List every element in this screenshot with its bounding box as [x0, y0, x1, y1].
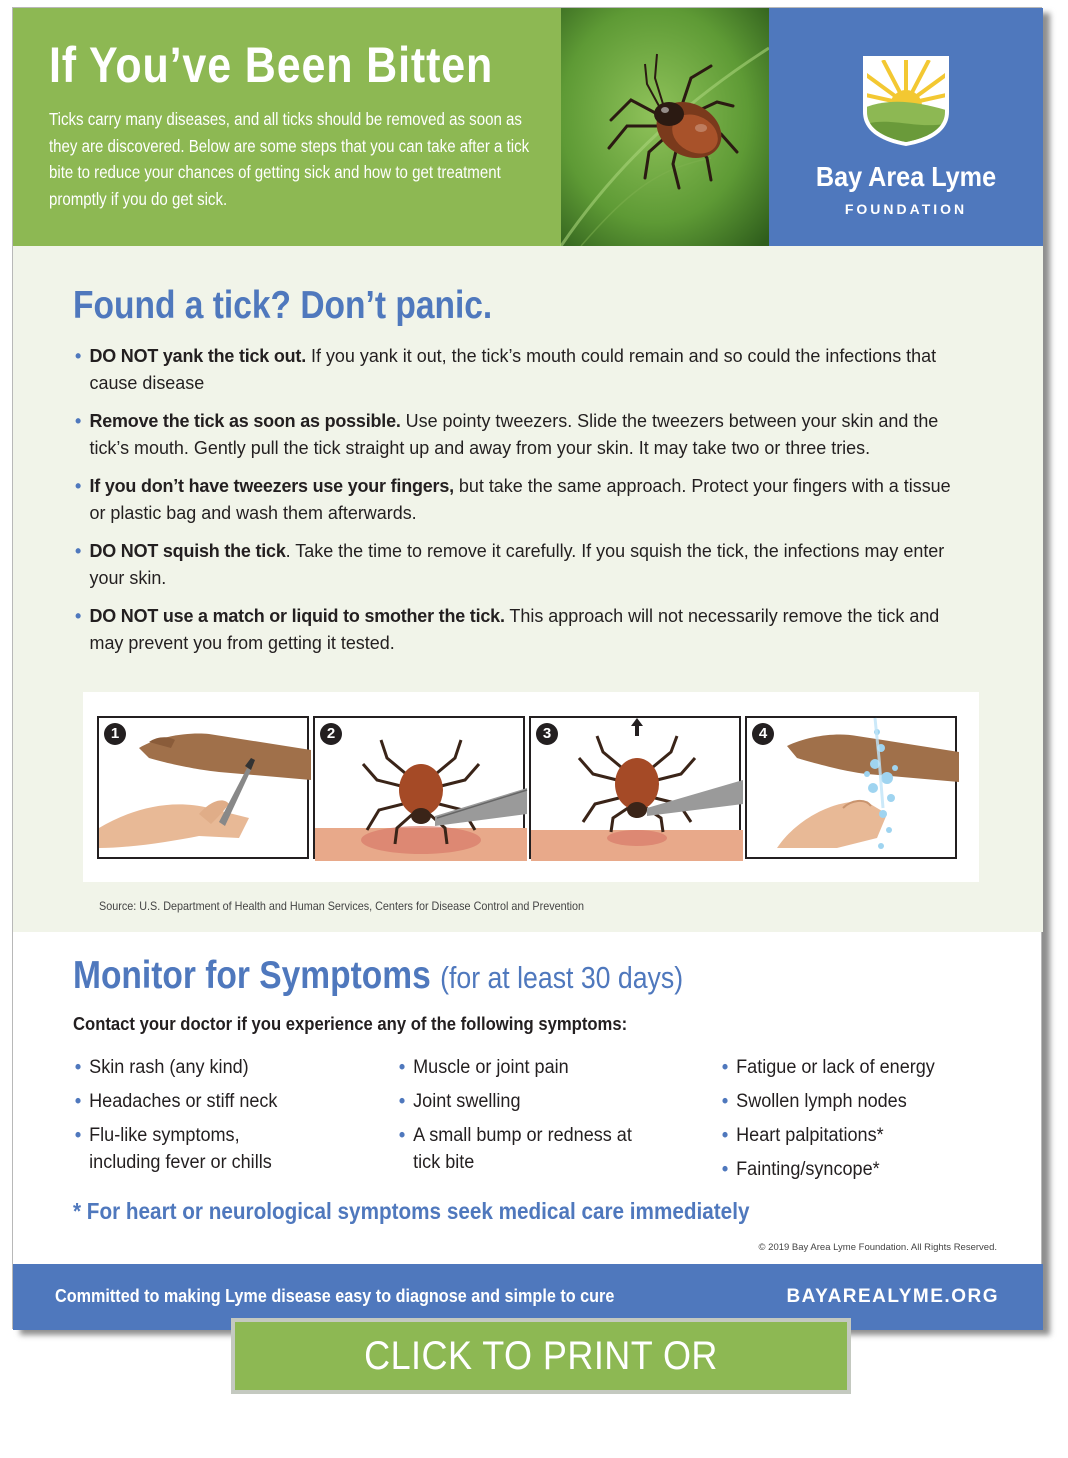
print-download-button[interactable] — [231, 1318, 851, 1446]
step-number-badge: 1 — [104, 723, 126, 745]
symptom-item — [720, 1122, 1024, 1149]
step-number-badge: 2 — [320, 723, 342, 745]
symptom-text: Fainting/syncope* — [736, 1159, 880, 1180]
bullet-dot: • — [721, 1057, 729, 1078]
symptom-text: Heart palpitations* — [736, 1125, 884, 1146]
symptom-item — [397, 1054, 701, 1081]
bullet-dot: • — [398, 1057, 406, 1078]
flyer-header — [13, 8, 1043, 246]
symptom-column-1 — [73, 1054, 393, 1183]
urgent-care-note: * For heart or neurological symptoms seek medical care immediately — [73, 1198, 750, 1224]
bullet-dot: • — [721, 1159, 729, 1180]
bullet-dot: • — [398, 1091, 406, 1112]
symptom-text: Joint swelling — [413, 1091, 521, 1112]
step-panel-2 — [313, 716, 525, 859]
monitor-title-duration: (for at least 30 days) — [440, 960, 684, 995]
symptom-column-2 — [397, 1054, 717, 1183]
tick-bullet — [73, 537, 965, 591]
header-brand-panel — [769, 8, 1043, 246]
section-title-monitor — [73, 954, 683, 998]
illustration-source: Source: U.S. Department of Health and Human Services, Centers for Disease Control and Prevention — [99, 899, 585, 913]
symptom-text: Headaches or stiff neck — [89, 1091, 278, 1112]
monitor-title-main: Monitor for Symptoms — [73, 954, 431, 997]
bullet-dot: • — [74, 1091, 82, 1112]
org-name: Bay Area Lyme — [815, 161, 997, 192]
step-panel-4 — [745, 716, 957, 859]
bullet-dot: • — [74, 1057, 82, 1078]
tick-bullet-list — [73, 342, 993, 667]
bullet-dot: • — [721, 1091, 729, 1112]
bullet-bold: DO NOT use a match or liquid to smother the tick. — [89, 605, 505, 626]
step-number-badge: 4 — [752, 723, 774, 745]
tick-bullet — [73, 602, 965, 656]
tick-bullet — [73, 407, 965, 461]
bullet-text: Use pointy tweezers. Slide the tweezers between your skin and the tick’s mouth. Gently pull the tick straight up and away from your skin. It may take two or three tries. — [89, 410, 939, 458]
intro-text: Ticks carry many diseases, and all ticks should be removed as soon as they are discovered. Below are some steps that you can take after a tick bite to reduce your chances of getting sick and how to get treatment promptly if you do get sick. — [49, 109, 530, 209]
bullet-text: If you yank it out, the tick’s mouth could remain and so could the infections that cause disease — [89, 345, 937, 393]
symptom-text: A small bump or redness at tick bite — [413, 1125, 632, 1173]
bullet-bold: If you don’t have tweezers use your fingers, — [89, 475, 454, 496]
page-title: If You’ve Been Bitten — [49, 37, 494, 93]
copyright-notice: © 2019 Bay Area Lyme Foundation. All Rights Reserved. — [758, 1242, 997, 1253]
bullet-dot: • — [74, 410, 82, 431]
step-panel-1 — [97, 716, 309, 859]
org-subtitle: FOUNDATION — [844, 201, 968, 217]
print-download-label: CLICK TO PRINT OR DOWNLOAD — [364, 1334, 718, 1446]
tick-bullet — [73, 342, 965, 396]
bullet-dot: • — [74, 475, 82, 496]
bullet-bold: DO NOT squish the tick — [89, 540, 286, 561]
symptom-text: Swollen lymph nodes — [736, 1091, 907, 1112]
found-tick-section — [13, 246, 1043, 932]
bullet-text: but take the same approach. Protect your fingers with a tissue or plastic bag and wash them afterwards. — [89, 475, 951, 523]
bullet-dot: • — [74, 540, 82, 561]
symptom-text: Muscle or joint pain — [413, 1057, 569, 1078]
hand-tweezers-icon — [99, 718, 311, 861]
section-title-found: Found a tick? Don’t panic. — [73, 284, 493, 327]
pull-up-arrow-icon — [531, 718, 743, 861]
flyer-sheet — [12, 7, 1042, 1329]
symptom-item — [73, 1088, 377, 1115]
symptom-column-3 — [720, 1054, 1040, 1190]
symptom-item — [73, 1122, 301, 1176]
symptom-item — [397, 1088, 701, 1115]
website-link[interactable]: BAYAREALYME.ORG — [786, 1286, 999, 1307]
contact-doctor-note: Contact your doctor if you experience any of the following symptoms: — [73, 1013, 628, 1034]
header-green-panel — [13, 8, 561, 246]
bullet-dot: • — [74, 345, 82, 366]
tick-photo — [561, 8, 769, 246]
bullet-text: This approach will not necessarily remove the tick and may prevent you from getting it tested. — [89, 605, 940, 653]
tick-bullet — [73, 472, 965, 526]
symptom-text: Fatigue or lack of energy — [736, 1057, 935, 1078]
bullet-dot: • — [74, 1125, 82, 1146]
bullet-dot: • — [721, 1125, 729, 1146]
symptom-item — [720, 1088, 1024, 1115]
step-panel-3 — [529, 716, 741, 859]
wash-hands-icon — [747, 718, 959, 861]
symptom-item — [720, 1156, 1024, 1183]
foundation-logo — [859, 52, 953, 153]
bullet-dot: • — [398, 1125, 406, 1146]
bullet-text: . Take the time to remove it carefully. If you squish the tick, the infections may enter your skin. — [89, 540, 945, 588]
bullet-bold: Remove the tick as soon as possible. — [89, 410, 401, 431]
step-number-badge: 3 — [536, 723, 558, 745]
symptom-text: Flu-like symptoms, including fever or chills — [89, 1125, 272, 1173]
bullet-bold: DO NOT yank the tick out. — [89, 345, 306, 366]
bullet-dot: • — [74, 605, 82, 626]
footer-tagline: Committed to making Lyme disease easy to diagnose and simple to cure — [55, 1286, 615, 1306]
symptom-item — [73, 1054, 377, 1081]
symptom-item — [720, 1054, 1024, 1081]
removal-steps-illustration — [83, 692, 979, 882]
symptom-text: Skin rash (any kind) — [89, 1057, 249, 1078]
symptom-item — [397, 1122, 654, 1176]
tick-on-skin-icon — [315, 718, 527, 861]
